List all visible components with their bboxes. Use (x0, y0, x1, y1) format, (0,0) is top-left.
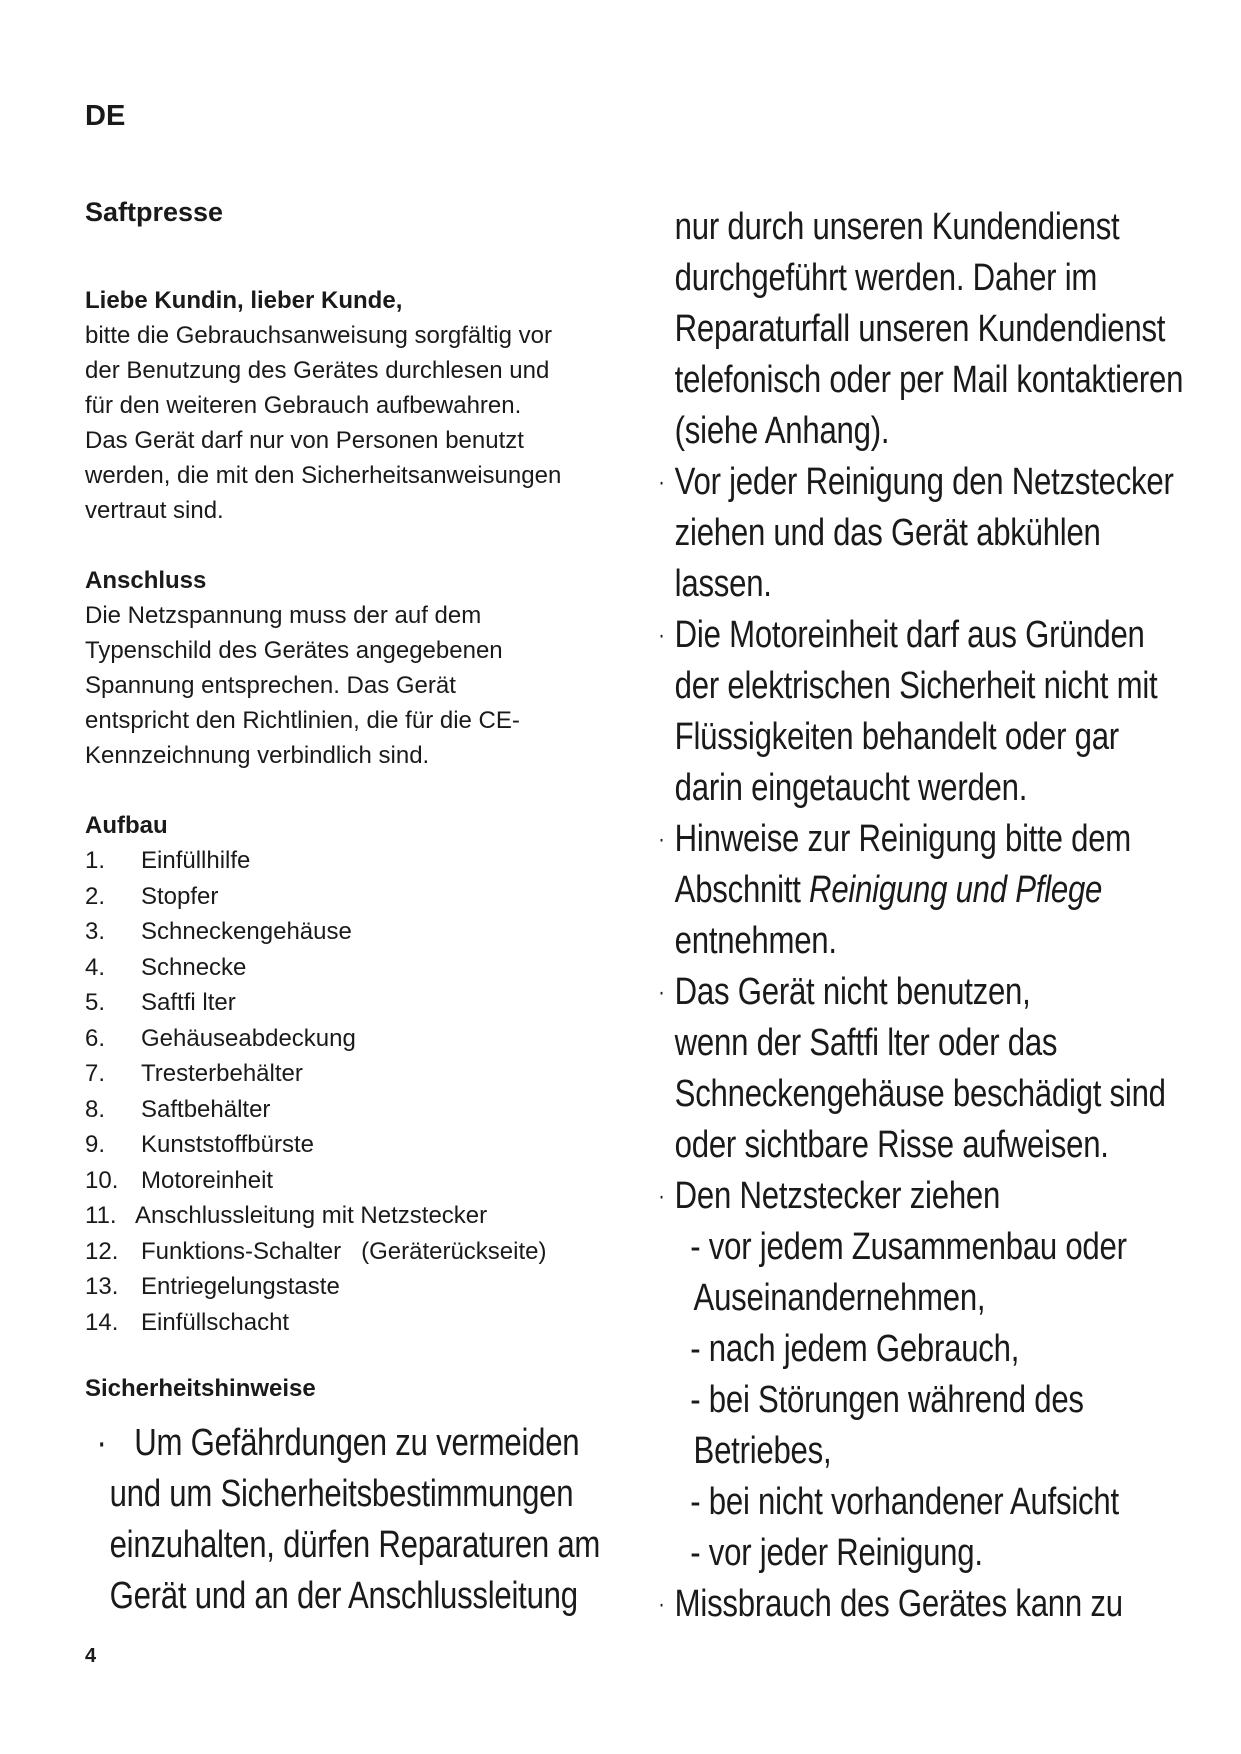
line-text: ziehen und das Gerät abkühlen (674, 512, 1101, 554)
list-item (85, 985, 645, 1021)
item-label: Tresterbehälter (141, 1060, 303, 1087)
item-number: 12. (85, 1237, 119, 1265)
bullet-mark: · (658, 469, 665, 496)
list-item (85, 843, 645, 879)
item-label: Saftfi lter (141, 989, 236, 1016)
item-label: Einfüllhilfe (141, 847, 251, 874)
line-text: darin eingetaucht werden. (674, 767, 1028, 809)
list-item (85, 1269, 645, 1305)
safety-bullet-1 (85, 1418, 643, 1622)
language-label: DE (85, 100, 126, 132)
safety-line: Um Gefährdungen zu vermeiden (134, 1422, 580, 1464)
safety-bullet-5 (655, 967, 1188, 1018)
line-text: Schneckengehäuse beschädigt sind (674, 1073, 1166, 1115)
line-text: Reparaturfall unseren Kundendienst (674, 308, 1166, 350)
intro-heading: Liebe Kundin, lieber Kunde, (85, 287, 403, 314)
item-number: 7. (85, 1060, 106, 1087)
list-item (85, 1305, 645, 1341)
safety-bullet-6 (655, 1171, 1188, 1222)
page-title: Saftpresse (85, 197, 224, 227)
line-text: Das Gerät nicht benutzen, (674, 971, 1031, 1013)
list-item (85, 950, 645, 986)
line-text: nur durch unseren Kundendienst (674, 206, 1120, 248)
bullet-mark: · (658, 979, 665, 1006)
item-number: 2. (85, 882, 106, 910)
line-text: Den Netzstecker ziehen (674, 1175, 1001, 1217)
anschluss-line: Spannung entsprechen. Das Gerät (85, 672, 456, 699)
line-text: - bei nicht vorhandener Aufsicht (690, 1481, 1119, 1523)
list-item (85, 1163, 645, 1199)
anschluss-heading: Anschluss (85, 567, 207, 594)
list-item (85, 1127, 645, 1163)
item-number: 14. (85, 1308, 119, 1336)
intro-section (85, 284, 645, 528)
safety-sub-line (655, 1222, 1188, 1273)
safety-bullet-3 (655, 610, 1188, 661)
safety-line (655, 763, 1188, 814)
item-number: 10. (85, 1166, 119, 1194)
intro-line: vertraut sind. (85, 497, 224, 524)
item-label: Einfüllschacht (141, 1308, 290, 1336)
line-text: - vor jedem Zusammenbau oder (690, 1226, 1127, 1268)
item-label: Entriegelungstaste (141, 1273, 340, 1300)
item-label: Motoreinheit (141, 1166, 274, 1194)
list-item (85, 1198, 645, 1234)
safety-sub-line (655, 1477, 1188, 1528)
line-text: - nach jedem Gebrauch, (690, 1328, 1020, 1370)
safety-line: Gerät und an der Anschlussleitung (109, 1575, 578, 1617)
bullet-mark: · (658, 1183, 665, 1210)
safety-line (655, 355, 1188, 406)
item-number: 4. (85, 953, 106, 981)
item-label: Schnecke (141, 953, 247, 981)
intro-line: für den weiteren Gebrauch aufbewahren. (85, 392, 522, 419)
line-text: durchgeführt werden. Daher im (674, 257, 1098, 299)
left-column (85, 196, 645, 1622)
line-text: (siehe Anhang). (674, 410, 890, 452)
list-item (85, 879, 645, 915)
safety-line (655, 202, 1188, 253)
safety-line (655, 1018, 1188, 1069)
safety-line (655, 1069, 1188, 1120)
line-text: Abschnitt (674, 869, 810, 911)
item-number: 11. (85, 1202, 117, 1229)
item-label: Gehäuseabdeckung (141, 1024, 356, 1052)
line-text: - bei Störungen während des (690, 1379, 1084, 1421)
intro-line: der Benutzung des Gerätes durchlesen und (85, 357, 550, 384)
item-label: Anschlussleitung mit Netzstecker (135, 1202, 488, 1229)
safety-line (655, 253, 1188, 304)
line-text: der elektrischen Sicherheit nicht mit (674, 665, 1158, 707)
anschluss-section (85, 564, 645, 773)
safety-line (655, 508, 1188, 559)
safety-line: und um Sicherheitsbestimmungen (109, 1473, 574, 1515)
anschluss-line: Typenschild des Gerätes angegebenen (85, 637, 503, 664)
item-label: Funktions-Schalter (Geräterückseite) (141, 1237, 547, 1265)
line-text: Auseinandernehmen, (693, 1277, 986, 1319)
anschluss-line: Kennzeichnung verbindlich sind. (85, 742, 430, 769)
aufbau-heading: Aufbau (85, 812, 168, 839)
safety-sub-line (655, 1273, 1188, 1324)
line-text: Hinweise zur Reinigung bitte dem (674, 818, 1131, 860)
right-column (655, 202, 1195, 1630)
safety-line (655, 304, 1188, 355)
parts-list (85, 843, 645, 1340)
line-text: Die Motoreinheit darf aus Gründen (674, 614, 1145, 656)
bullet-mark: · (96, 1422, 107, 1464)
line-text: Missbrauch des Gerätes kann zu (674, 1583, 1123, 1625)
safety-line (655, 406, 1188, 457)
item-label: Stopfer (141, 882, 219, 910)
item-label: Kunststoffbürste (141, 1131, 314, 1158)
anschluss-line: Die Netzspannung muss der auf dem (85, 602, 482, 629)
bullet-mark: · (658, 622, 665, 649)
safety-line (655, 865, 1188, 916)
safety-sub-line (655, 1375, 1188, 1426)
list-item (85, 1234, 645, 1270)
safety-sub-line (655, 1426, 1188, 1477)
list-item (85, 914, 645, 950)
item-number: 9. (85, 1131, 106, 1158)
safety-heading: Sicherheitshinweise (85, 1375, 316, 1402)
line-text: Vor jeder Reinigung den Netzstecker (674, 461, 1174, 503)
line-text: oder sichtbare Risse aufweisen. (674, 1124, 1109, 1166)
safety-sub-line (655, 1324, 1188, 1375)
item-number: 5. (85, 989, 106, 1016)
safety-bullet-2 (655, 457, 1188, 508)
section-reference: Reinigung und Pflege (809, 869, 1103, 911)
list-item (85, 1021, 645, 1057)
line-text: lassen. (674, 563, 772, 605)
aufbau-section (85, 809, 645, 1340)
safety-sub-line (655, 1528, 1188, 1579)
line-text: wenn der Saftfi lter oder das (674, 1022, 1058, 1064)
safety-bullet-7 (655, 1579, 1188, 1630)
safety-line (655, 1120, 1188, 1171)
item-number: 1. (85, 847, 106, 874)
item-number: 8. (85, 1095, 106, 1123)
line-text: telefonisch oder per Mail kontaktieren (674, 359, 1184, 401)
safety-line: einzuhalten, dürfen Reparaturen am (109, 1524, 601, 1566)
intro-line: werden, die mit den Sicherheitsanweisungen (85, 462, 562, 489)
safety-line (655, 916, 1188, 967)
safety-section (85, 1372, 645, 1622)
anschluss-line: entspricht den Richtlinien, die für die CE- (85, 707, 520, 734)
safety-bullet-4 (655, 814, 1188, 865)
line-text: Flüssigkeiten behandelt oder gar (674, 716, 1119, 758)
intro-line: Das Gerät darf nur von Personen benutzt (85, 427, 524, 454)
safety-line (655, 559, 1188, 610)
list-item (85, 1092, 645, 1128)
item-number: 3. (85, 918, 106, 945)
bullet-mark: · (658, 826, 665, 853)
list-item (85, 1056, 645, 1092)
item-label: Schneckengehäuse (141, 918, 352, 945)
page-number: 4 (85, 1645, 97, 1667)
line-text: - vor jeder Reinigung. (690, 1532, 983, 1574)
line-text: entnehmen. (674, 920, 837, 962)
item-number: 6. (85, 1024, 106, 1052)
item-label: Saftbehälter (141, 1095, 271, 1123)
intro-line: bitte die Gebrauchsanweisung sorgfältig vor (85, 322, 552, 349)
safety-line (655, 712, 1188, 763)
bullet-mark: · (658, 1591, 665, 1618)
safety-line (655, 661, 1188, 712)
item-number: 13. (85, 1273, 119, 1300)
line-text: Betriebes, (693, 1430, 832, 1472)
